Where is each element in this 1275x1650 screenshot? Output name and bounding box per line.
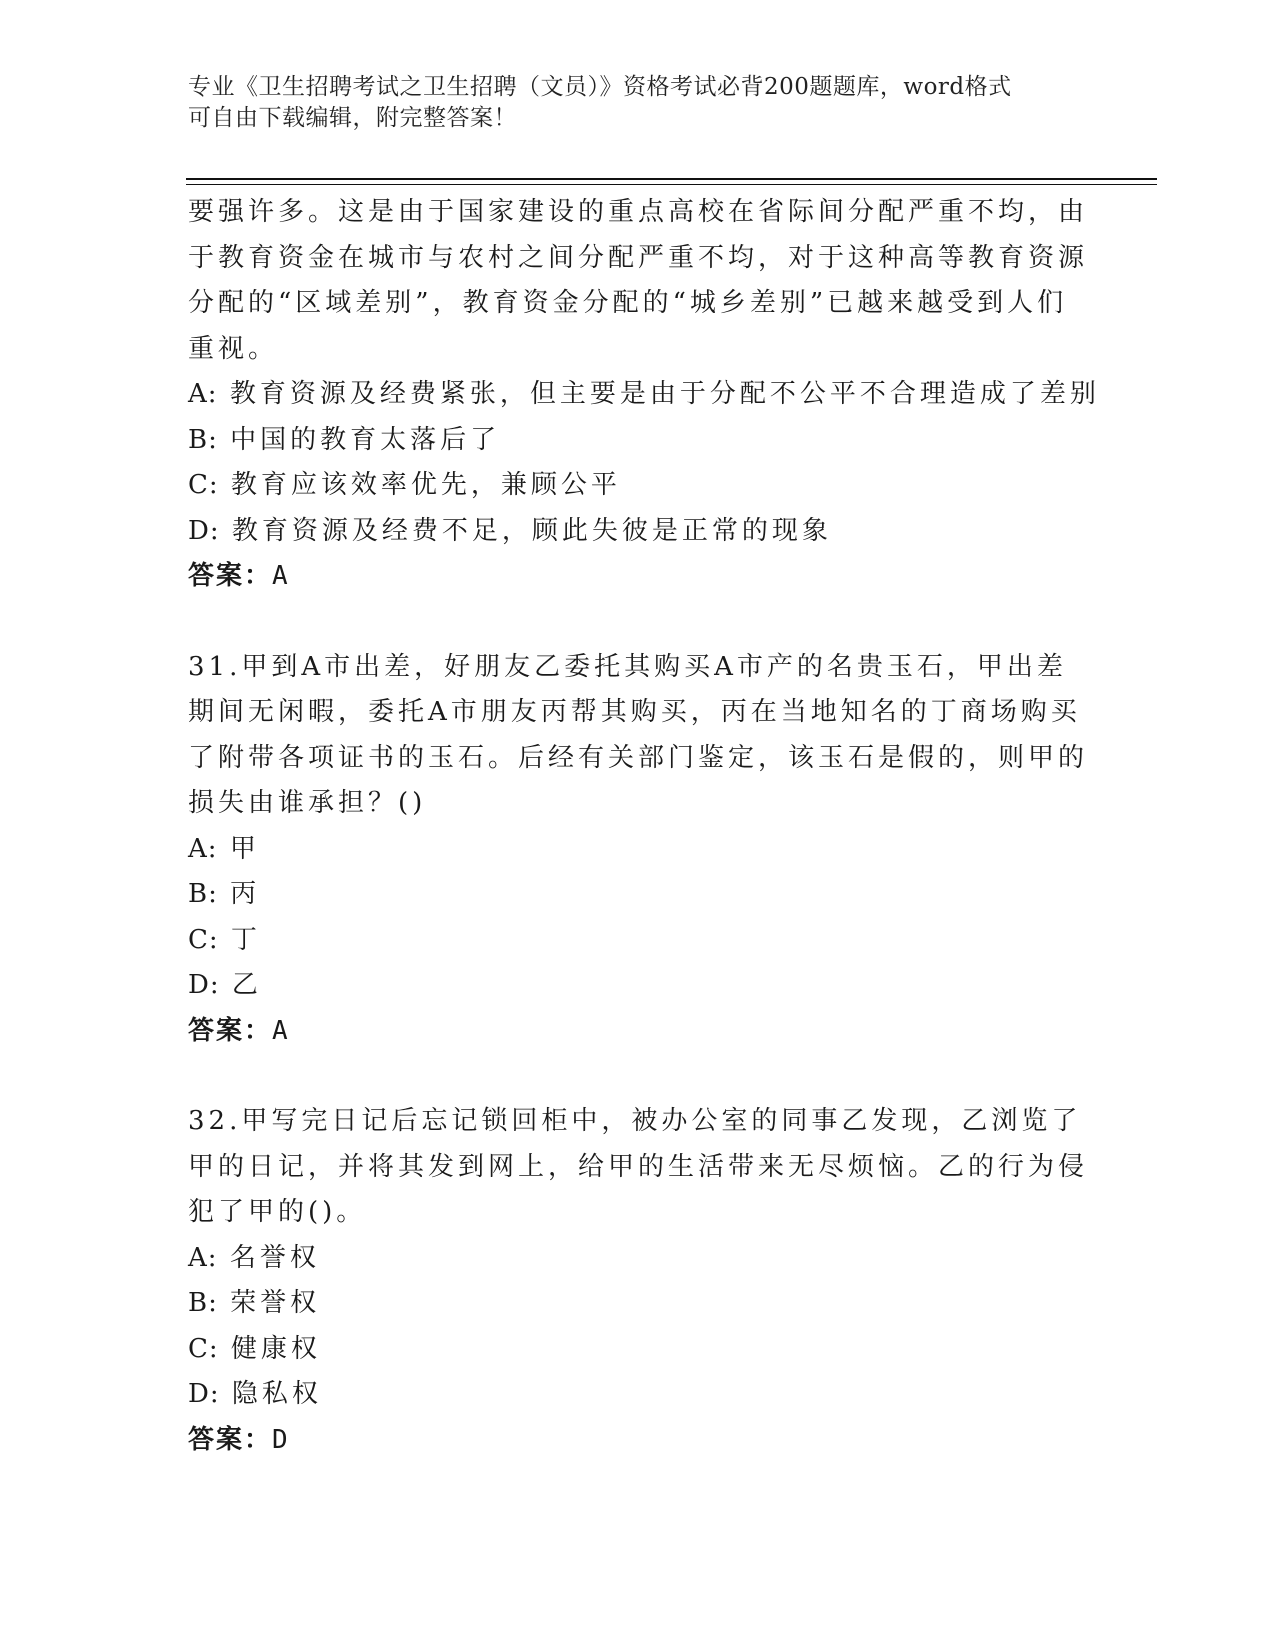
question-32 (188, 1099, 1088, 1463)
option-text: 丁 (230, 924, 261, 955)
option-label: B: (188, 879, 218, 909)
question-stem: 31.甲到A市出差，好朋友乙委托其购买A市产的名贵玉石，甲出差期间无闲暇，委托A市朋友丙帮其购买，丙在当地知名的丁商场购买了附带各项证书的玉石。后经有关部门鉴定，该玉石是假的，则甲的损失由谁承担？() (188, 651, 1089, 818)
option-text: 甲 (229, 833, 260, 864)
option-text: 丙 (230, 879, 261, 909)
option-a (188, 1236, 1088, 1282)
question-continued (188, 190, 1100, 600)
option-c (188, 1327, 1088, 1373)
option-d (188, 963, 1088, 1009)
option-label: C: (188, 1333, 219, 1364)
option-label: D: (188, 970, 220, 1000)
option-label: A: (188, 379, 218, 409)
option-label: D: (188, 515, 220, 546)
option-label: C: (188, 924, 219, 955)
answer-label: 答案： (188, 1424, 273, 1455)
option-d (188, 509, 1088, 555)
option-c (188, 463, 1088, 509)
document-body (188, 190, 1100, 1463)
option-b (188, 872, 1088, 918)
answer-line (188, 554, 1088, 600)
option-text: 荣誉权 (230, 1288, 321, 1318)
option-text: 教育资源及经费不足，顾此失彼是正常的现象 (231, 515, 832, 546)
option-b (188, 1281, 1088, 1327)
option-text: 教育资源及经费紧张，但主要是由于分配不公平不合理造成了差别 (229, 379, 1100, 409)
option-label: A: (188, 833, 218, 864)
option-label: B: (188, 1288, 218, 1318)
question-stem: 32.甲写完日记后忘记锁回柜中，被办公室的同事乙发现，乙浏览了甲的日记，并将其发到网上，给甲的生活带来无尽烦恼。乙的行为侵犯了甲的()。 (188, 1106, 1089, 1227)
option-a (188, 827, 1088, 873)
option-text: 中国的教育太落后了 (230, 424, 501, 455)
option-a (188, 372, 1100, 418)
option-label: D: (188, 1379, 220, 1409)
option-b (188, 418, 1088, 464)
question-31 (188, 645, 1088, 1055)
header-divider-thin (186, 184, 1157, 185)
option-text: 教育应该效率优先，兼顾公平 (230, 470, 621, 500)
question-stem: 要强许多。这是由于国家建设的重点高校在省际间分配严重不均，由于教育资金在城市与农村之间分配严重不均，对于这种高等教育资源分配的“区域差别”，教育资金分配的“城乡差别”已越来越受到人们重视。 (188, 197, 1089, 364)
answer-label: 答案： (188, 1015, 273, 1046)
answer-line (188, 1009, 1088, 1055)
option-text: 乙 (231, 970, 262, 1000)
option-d (188, 1372, 1088, 1418)
header-title-line-2: 可自由下载编辑，附完整答案！ (188, 105, 517, 131)
option-c (188, 918, 1088, 964)
option-text: 隐私权 (231, 1379, 322, 1409)
header-divider-thick (186, 178, 1157, 180)
option-label: C: (188, 470, 219, 500)
answer-value: D (272, 1424, 290, 1455)
answer-value: A (272, 561, 290, 591)
page-header (188, 72, 1088, 134)
answer-label: 答案： (188, 561, 273, 591)
option-text: 名誉权 (229, 1242, 320, 1273)
header-title-line-1: 专业《卫生招聘考试之卫生招聘（文员）》资格考试必背200题题库，word格式 (188, 74, 1012, 100)
option-label: A: (188, 1242, 218, 1273)
option-text: 健康权 (230, 1333, 321, 1364)
answer-value: A (272, 1015, 290, 1046)
answer-line (188, 1418, 1088, 1464)
option-label: B: (188, 424, 218, 455)
